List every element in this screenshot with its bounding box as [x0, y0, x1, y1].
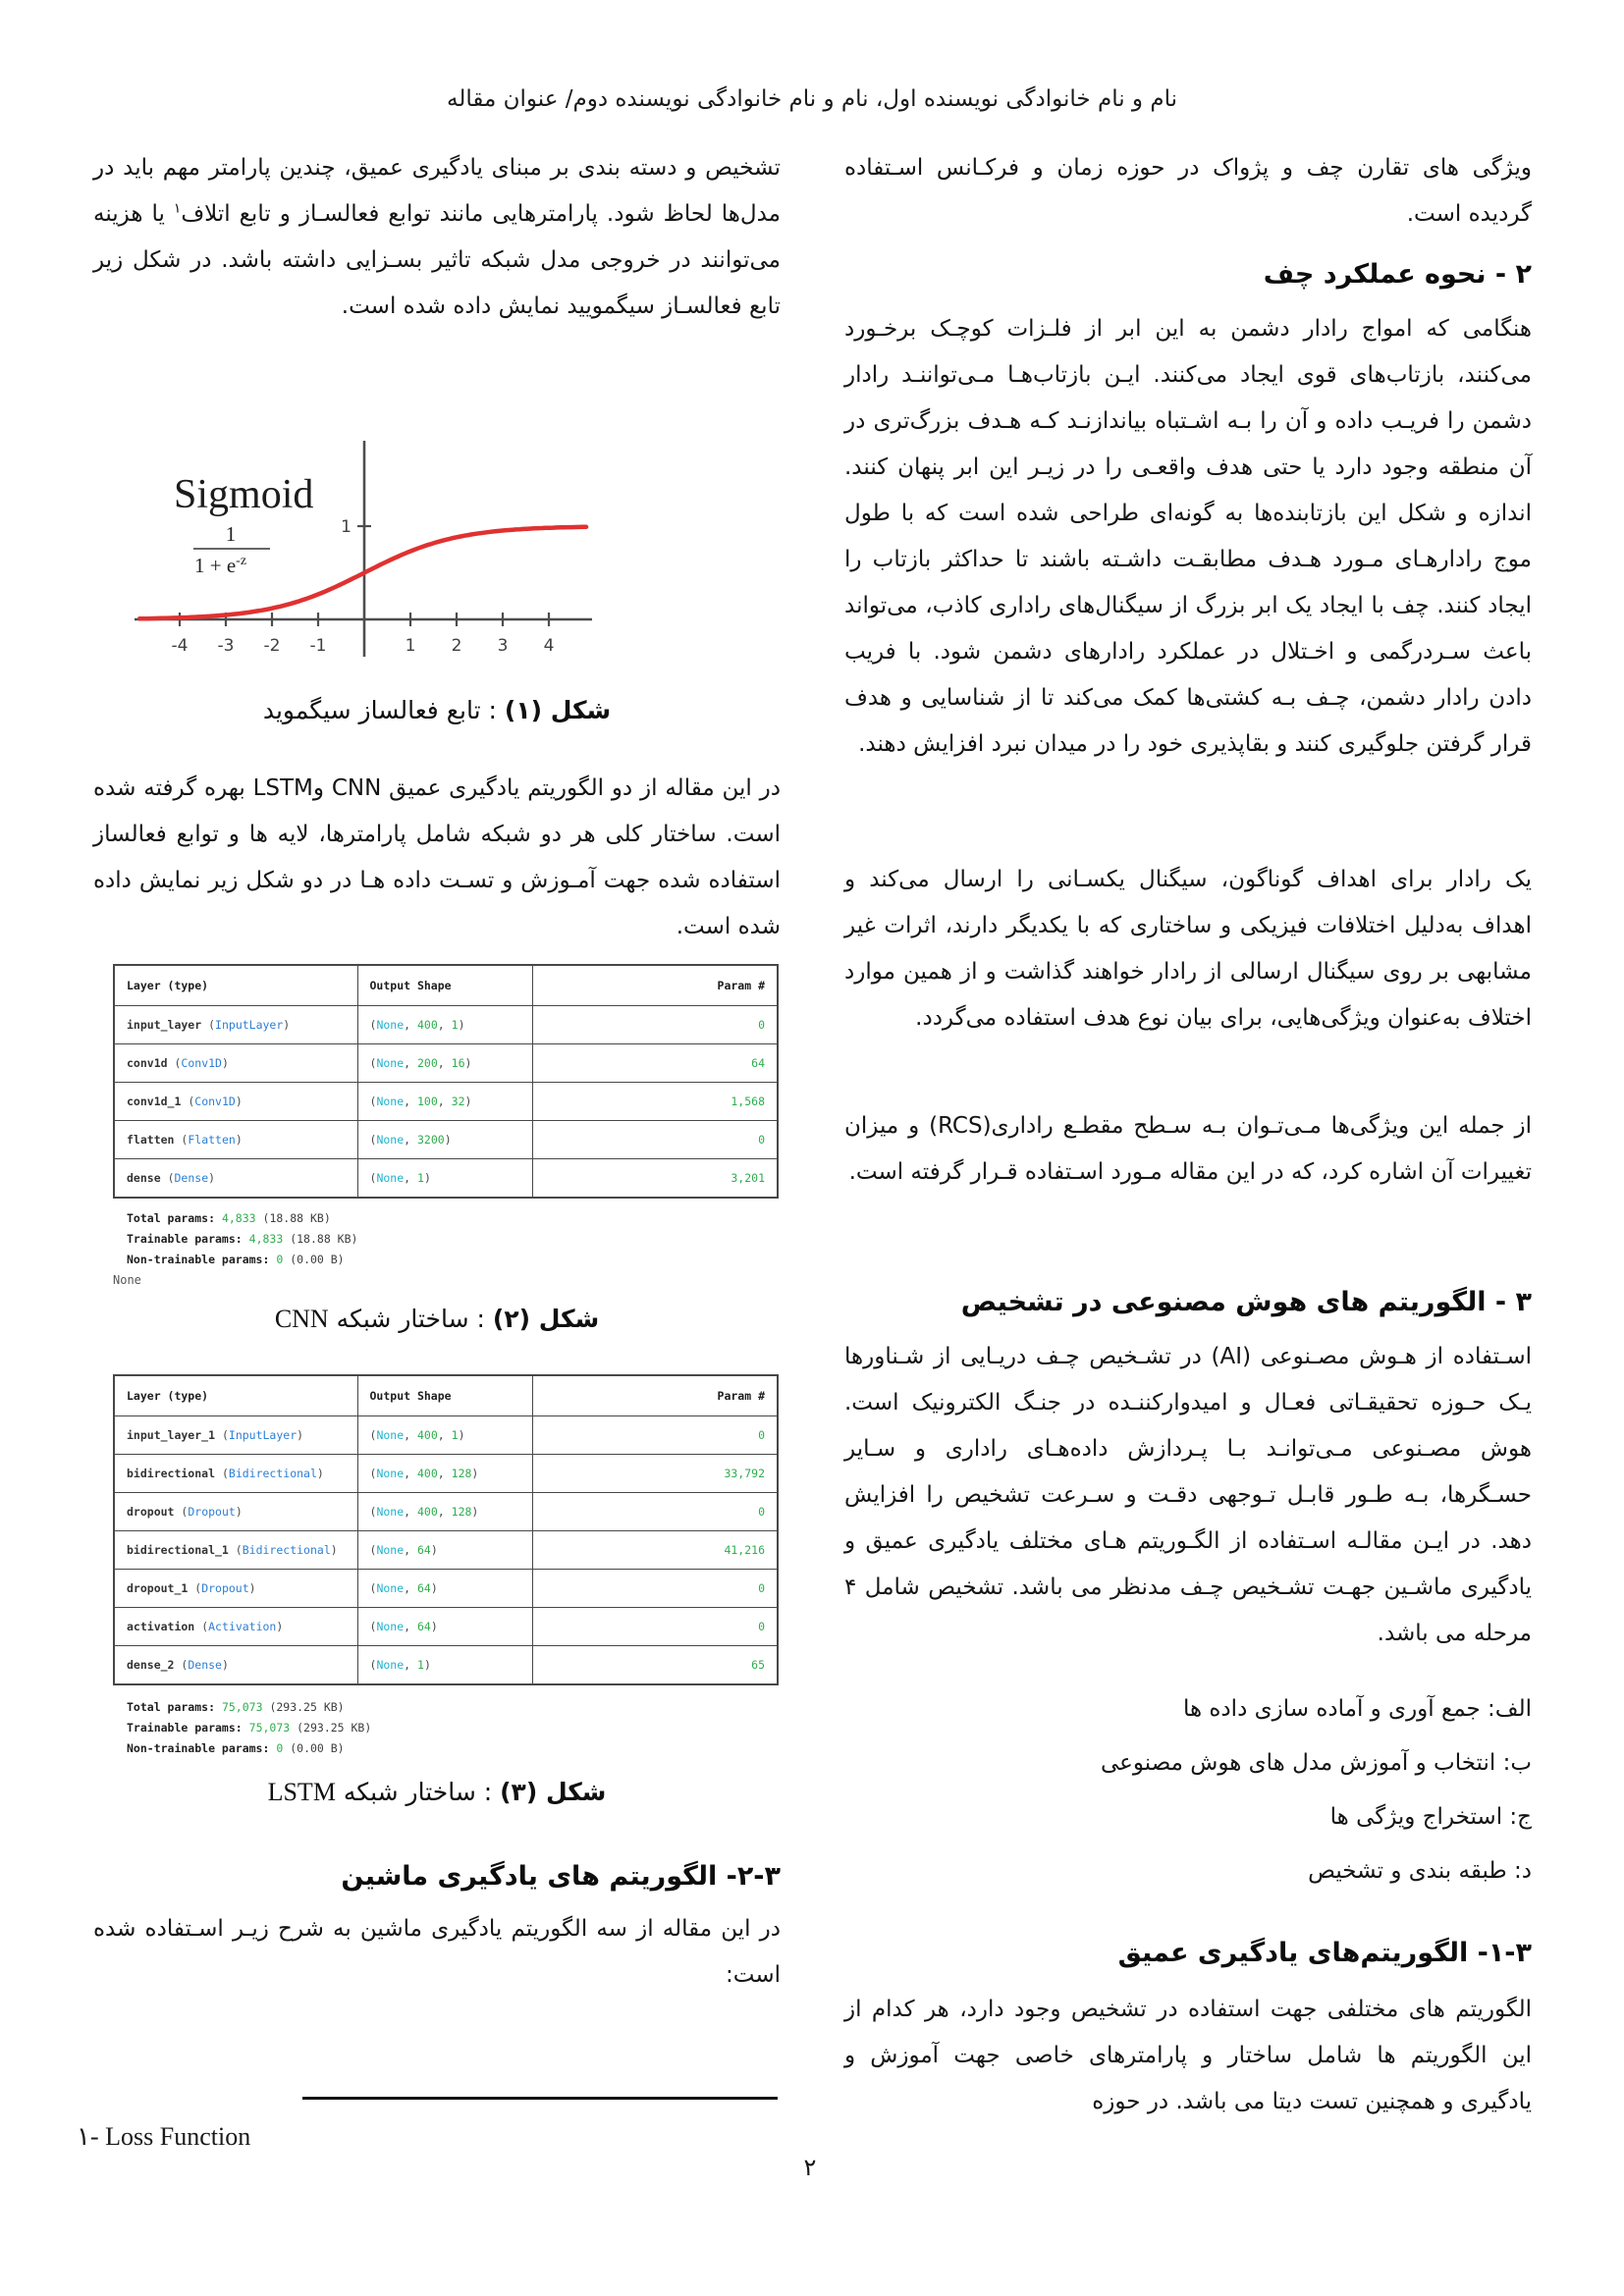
paragraph-model-parameters [93, 145, 781, 376]
table-row: dropout (Dropout) (None, 400, 128) 0 [114, 1493, 778, 1531]
figure-2-caption-label: شکل (۲) [492, 1305, 600, 1333]
table-row: conv1d (Conv1D) (None, 200, 16) 64 [114, 1044, 778, 1083]
col-header-param: Param # [532, 1375, 778, 1416]
params-total-line: Trainable params: 75,073 (293.25 KB) [127, 1721, 372, 1735]
paragraph-part-b: یا هزینه می‌توانند در خروجی مدل شبکه تاثیر بسـزایی داشته باشد. در شکل زیر تابع فعالسـاز سیگمویید نمایش داده شده است. [93, 201, 781, 319]
col-header-param: Param # [532, 965, 778, 1006]
svg-text:Sigmoid: Sigmoid [174, 472, 314, 517]
svg-text:1: 1 [341, 517, 352, 537]
figure-1-caption [93, 691, 781, 730]
column-right [844, 145, 1532, 2125]
svg-text:-3: -3 [217, 636, 235, 656]
table-row: dropout_1 (Dropout) (None, 64) 0 [114, 1570, 778, 1608]
figure-3-caption-text: : ساختار شبکه [335, 1778, 501, 1806]
paragraph-ml-algorithms: در این مقاله از سه الگوریتم یادگیری ماشین به شرح زیـر اسـتفاده شده است: [93, 1916, 781, 1988]
svg-text:3: 3 [497, 636, 509, 656]
step-item-b: ب: انتخاب و آموزش مدل های هوش مصنوعی [1100, 1750, 1532, 1776]
footnote-ref-1: ۱ [173, 200, 182, 217]
figure-1-caption-label: شکل (۱) [504, 696, 612, 724]
lstm-params-totals [127, 1697, 781, 1759]
cnn-table-body [114, 1006, 778, 1199]
figure-2-caption-en: CNN [274, 1305, 329, 1333]
step-item-a: الف: جمع آوری و آماده سازی داده ها [1182, 1696, 1532, 1722]
figure-2-caption-text: : ساختار شبکه [328, 1305, 493, 1333]
figure-3-caption [93, 1773, 781, 1812]
lstm-table-header [114, 1375, 778, 1416]
paragraph-ai-detection: اسـتفاده از هـوش مصـنوعی (AI) در تشـخیص چـف دریـایی از شـناورها یـک حـوزه تحقیقـاتی فعـال و امیدوارکننـده در جنـگ الکترونیک است. هوش مصـنوعی مـی‌توانـد بـا پـردازش داده‌هـای راداری و سـایر حسـگرها، بـه طـور قابـل تـوجهی دقـت و سـرعت تشخیص را افزایش دهد. در ایـن مقالـه اسـتفاده از الگـوریتم هـای مختلف یادگیری عمیق و یادگیری ماشـین جهـت تشـخیص چـف مدنظر می باشد. تشخیص شامل ۴ مرحله می باشد. [844, 1344, 1532, 1646]
table-row: conv1d_1 (Conv1D) (None, 100, 32) 1,568 [114, 1083, 778, 1121]
detection-steps-list [844, 1682, 1532, 1898]
col-header-layer: Layer (type) [114, 965, 357, 1006]
cnn-table-header [114, 965, 778, 1006]
svg-text:1 + e-z: $1 + e^{-z}$ [194, 554, 247, 577]
params-total-line: Non-trainable params: 0 (0.00 B) [127, 1741, 345, 1755]
table-row: bidirectional_1 (Bidirectional) (None, 64) 41,216 [114, 1531, 778, 1570]
step-item-c: ج: استخراج ویژگی ها [1329, 1804, 1532, 1830]
running-header: نام و نام خانوادگی نویسنده اول، نام و نام خانوادگی نویسنده دوم/ عنوان مقاله [446, 86, 1177, 112]
params-total-line: Total params: 75,073 (293.25 KB) [127, 1700, 345, 1714]
paragraph-cnn-lstm-models: در این مقاله از دو الگوریتم یادگیری عمیق CNN وLSTM بهره گرفته شده است. ساختار کلی هر دو شبکه شامل پارامترها، لایه ها و توابع فعالساز استفاده شده جهت آمـوزش و تسـت داده هـا در دو شکل زیر نمایش داده شده است. [93, 775, 781, 939]
cnn-none-output: None [113, 1273, 141, 1287]
footnote-1: ۱- Loss Function [77, 2122, 251, 2151]
paragraph-features-intro: ویژگی های تقارن چف و پژواک در حوزه زمان و فرکـانس اسـتفاده گردیده است. [844, 155, 1532, 227]
svg-text:1: 1 [405, 636, 416, 656]
footnote-separator-rule [302, 2097, 778, 2100]
params-total-line: Total params: 4,833 (18.88 KB) [127, 1211, 331, 1225]
table-row: flatten (Flatten) (None, 3200) 0 [114, 1121, 778, 1159]
svg-text:-2: -2 [263, 636, 281, 656]
params-total-line: Non-trainable params: 0 (0.00 B) [127, 1253, 345, 1266]
table-row: input_layer_1 (InputLayer) (None, 400, 1) 0 [114, 1416, 778, 1455]
section-heading-3-1-deep-learning: ۱-۳- الگوریتم‌های یادگیری عمیق [1117, 1938, 1532, 1968]
table-row: input_layer (InputLayer) (None, 400, 1) 0 [114, 1006, 778, 1044]
svg-text:2: 2 [451, 636, 462, 656]
cnn-summary-table [113, 964, 779, 1199]
section-heading-3-2-machine-learning: ۲-۳- الگوریتم های یادگیری ماشین [341, 1861, 781, 1892]
table-row: activation (Activation) (None, 64) 0 [114, 1608, 778, 1646]
figure-3-caption-en: LSTM [267, 1778, 336, 1806]
paragraph-rcs-feature: از جمله این ویژگی‌ها مـی‌تـوان بـه سـطح مقطـع راداری(RCS) و میزان تغییرات آن اشاره کرد، که در این مقاله مـورد اسـتفاده قـرار گرفته است. [844, 1113, 1532, 1185]
sigmoid-chart [93, 431, 771, 681]
cnn-params-totals [127, 1208, 781, 1270]
paragraph-chaff-operation: هنگامی که امواج رادار دشمن به این ابر از فلـزات کوچـک برخـورد می‌کنند، بازتاب‌های قوی ایجاد می‌کنند. ایـن بازتاب‌هـا مـی‌تواننـد رادار دشمن را فریـب داده و آن را بـه اشـتباه بیاندازنـد کـه هـدف بزرگ‌تری در آن منطقه وجود دارد یا حتی هدف واقعـی را در زیـر این ابر پنهان کنند. اندازه و شکل این بازتابنده‌ها به گونه‌ای طراحی شده است که با طول موج رادارهـای مـورد هـدف مطابقـت داشـته باشند تا حداکثر بازتاب را ایجاد کنند. چف با ایجاد یک ابر بزرگ از سیگنال‌های راداری کاذب، می‌تواند باعث سـردرگمی و اخـتلال در عملکرد رادارهای دشمن شود. با فریب دادن رادار دشمن، چـف بـه کشتی‌ها کمک می‌کند تا از شناسایی و هدف قرار گرفتن جلوگیری کنند و بقاپذیری خود را در میدان نبرد افزایش دهند. [844, 316, 1532, 757]
figure-2-caption [93, 1300, 781, 1339]
paragraph-part-a: تشخیص و دسته بندی بر مبنای یادگیری عمیق، چندین پارامتر مهم باید در مدل‌ها لحاظ شود. پارامترهایی مانند توابع فعالسـاز و تابع اتلاف [93, 155, 781, 227]
lstm-table-body [114, 1416, 778, 1685]
col-header-shape: Output Shape [357, 1375, 532, 1416]
sigmoid-figure [93, 431, 771, 681]
svg-text:-1: -1 [309, 636, 327, 656]
paragraph-deep-learning-algos: الگوریتم های مختلفی جهت استفاده در تشخیص وجود دارد، هر کدام از این الگوریتم ها شامل ساختار و پارامترهای خاصی جهت آموزش و یادگیری و همچنین تست دیتا می باشد. در حوزه [844, 1997, 1532, 2114]
svg-text:-4: -4 [171, 636, 189, 656]
table-row: bidirectional (Bidirectional) (None, 400, 128) 33,792 [114, 1455, 778, 1493]
figure-3-caption-label: شکل (۳) [500, 1778, 607, 1806]
column-left [93, 145, 781, 1999]
section-heading-2-chaff-operation: ۲ - نحوه عملکرد چف [1263, 259, 1532, 290]
table-row: dense (Dense) (None, 1) 3,201 [114, 1159, 778, 1199]
svg-text:1: 1 [225, 522, 237, 546]
table-row: dense_2 (Dense) (None, 1) 65 [114, 1646, 778, 1685]
svg-text:4: 4 [543, 636, 555, 656]
figure-1-caption-text: : تابع فعالساز سیگموید [262, 696, 505, 724]
col-header-shape: Output Shape [357, 965, 532, 1006]
lstm-summary-table [113, 1374, 779, 1685]
paragraph-radar-signals: یک رادار برای اهداف گوناگون، سیگنال یکسـانی را ارسال می‌کند و اهداف به‌دلیل اختلافات فیزیکی و ساختاری که با یکدیگر دارند، اثرات غیر مشابهی بر روی سیگنال ارسالی از رادار خواهند گذاشت و از همین موارد اختلاف به‌عنوان ویژگی‌هایی، برای بیان نوع هدف استفاده می‌گردد. [844, 867, 1532, 1031]
col-header-layer: Layer (type) [114, 1375, 357, 1416]
page-number: ۲ [803, 2154, 817, 2181]
params-total-line: Trainable params: 4,833 (18.88 KB) [127, 1232, 358, 1246]
section-heading-3-ai-algorithms: ۳ - الگوریتم های هوش مصنوعی در تشخیص [960, 1287, 1532, 1317]
step-item-d: د: طبقه بندی و تشخیص [1308, 1858, 1532, 1884]
